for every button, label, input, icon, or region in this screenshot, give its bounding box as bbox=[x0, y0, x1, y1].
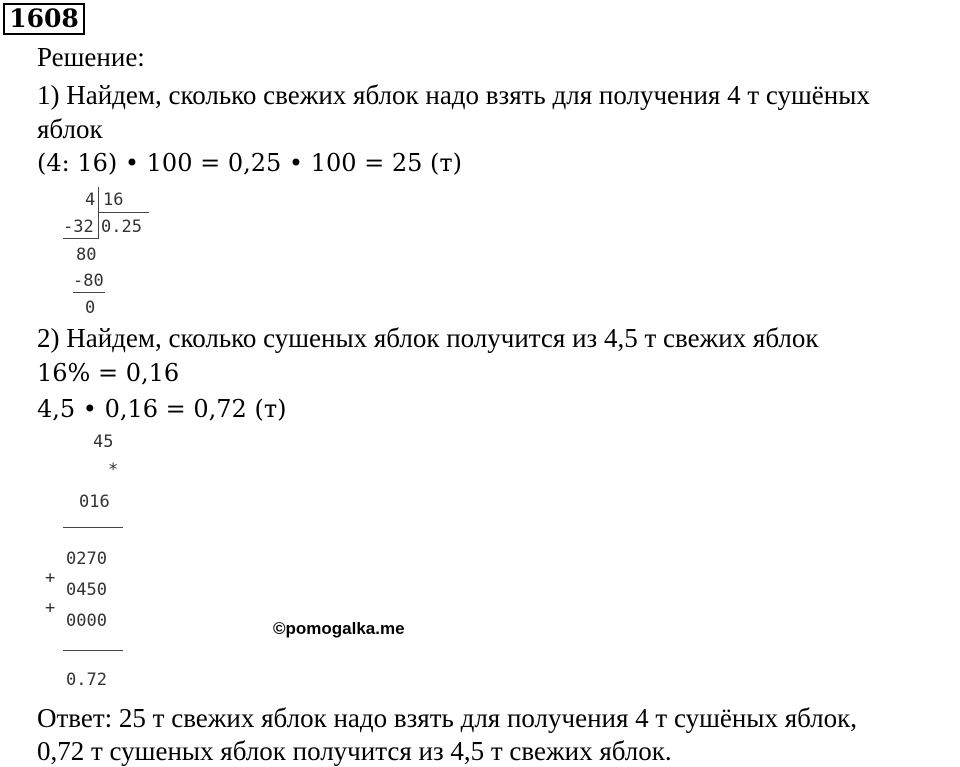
answer-line1: Ответ: 25 т свежих яблок надо взять для получения 4 т сушёных яблок, bbox=[37, 703, 858, 733]
division-remainder-2: 0 bbox=[85, 298, 96, 318]
division-quotient: 0.25 bbox=[101, 217, 142, 237]
division-dividend: 4 bbox=[85, 190, 96, 210]
division-underline-2 bbox=[73, 292, 105, 293]
multiplication-partial-1: 0270 bbox=[66, 549, 107, 569]
multiplication-operator: * bbox=[108, 460, 119, 480]
division-quotient-bar bbox=[99, 212, 149, 213]
plus-sign-1: + bbox=[45, 568, 56, 588]
step2-formula: 4,5 • 0,16 = 0,72 (т) bbox=[37, 395, 287, 423]
problem-number: 1608 bbox=[3, 3, 85, 35]
step1-text-line2: яблок bbox=[37, 114, 103, 144]
division-subtrahend-1: -32 bbox=[63, 217, 94, 237]
division-vertical-bar bbox=[98, 187, 99, 239]
division-remainder-1: 80 bbox=[76, 245, 97, 265]
multiplication-result: 0.72 bbox=[66, 670, 107, 690]
multiplication-factor-1: 45 bbox=[93, 432, 114, 452]
answer-line2: 0,72 т сушеных яблок получится из 4,5 т свежих яблок. bbox=[37, 736, 672, 766]
solution-label: Решение: bbox=[37, 42, 145, 72]
division-divisor: 16 bbox=[103, 190, 124, 210]
step1-text-line1: 1) Найдем, сколько свежих яблок надо взять для получения 4 т сушёных bbox=[37, 80, 870, 110]
multiplication-partial-2: 0450 bbox=[66, 580, 107, 600]
watermark: ©pomogalka.me bbox=[273, 619, 405, 638]
step1-formula: (4: 16) • 100 = 0,25 • 100 = 25 (т) bbox=[37, 149, 463, 177]
step2-text-line1: 2) Найдем, сколько сушеных яблок получится из 4,5 т свежих яблок bbox=[37, 323, 819, 353]
multiplication-line-1 bbox=[63, 527, 123, 528]
multiplication-factor-2: 016 bbox=[79, 492, 110, 512]
plus-sign-2: + bbox=[45, 598, 56, 618]
division-underline-1 bbox=[63, 238, 98, 239]
multiplication-line-2 bbox=[63, 650, 123, 651]
multiplication-partial-3: 0000 bbox=[66, 611, 107, 631]
step2-percent: 16% = 0,16 bbox=[37, 359, 180, 387]
division-subtrahend-2: -80 bbox=[73, 271, 104, 291]
